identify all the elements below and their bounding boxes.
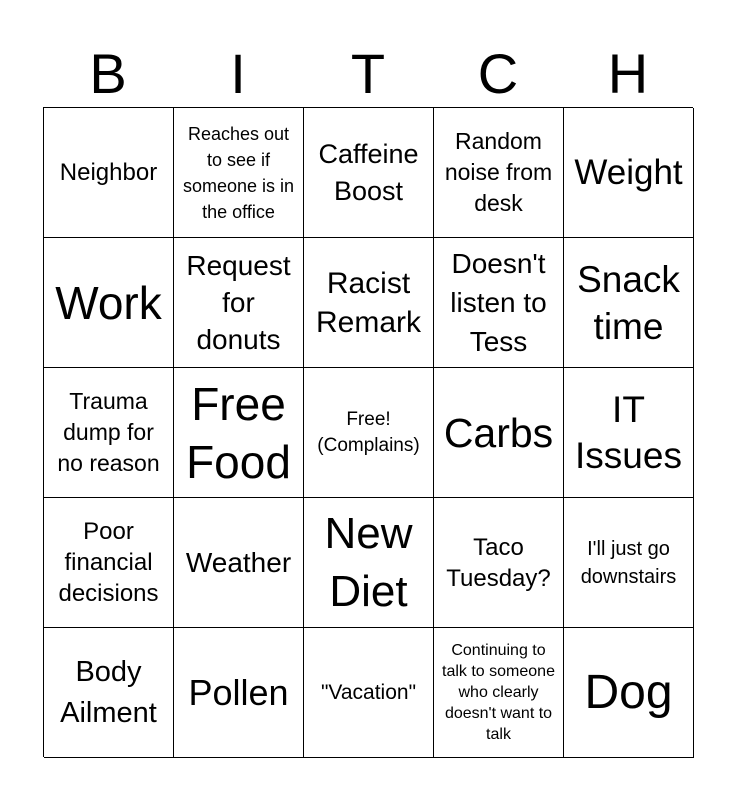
bingo-cell[interactable]	[44, 628, 174, 758]
cell-text: Snack time	[577, 258, 680, 347]
bingo-cell[interactable]	[434, 368, 564, 498]
bingo-cell[interactable]	[174, 498, 304, 628]
bingo-cell[interactable]	[304, 498, 434, 628]
header-letter-c: C	[477, 42, 519, 105]
cell-text: Free Food	[186, 377, 291, 488]
bingo-cell[interactable]	[434, 628, 564, 758]
bingo-cell[interactable]	[564, 238, 694, 368]
cell-text: New Diet	[324, 508, 413, 616]
bingo-cell[interactable]	[564, 628, 694, 758]
cell-text: Weight	[574, 152, 683, 192]
bingo-cell[interactable]	[174, 238, 304, 368]
bingo-cell[interactable]	[174, 108, 304, 238]
cell-text: Pollen	[188, 671, 289, 713]
bingo-cell[interactable]	[44, 108, 174, 238]
cell-text: I'll just go downstairs	[580, 537, 677, 588]
cell-text: Taco Tuesday?	[446, 533, 551, 592]
cell-text: "Vacation"	[320, 680, 417, 704]
bingo-cell[interactable]	[44, 368, 174, 498]
cell-text: Caffeine Boost	[318, 138, 419, 206]
cell-text: Random noise from desk	[444, 128, 553, 216]
cell-text: Reaches out to see if someone is in the office	[182, 123, 295, 222]
bingo-cell[interactable]	[304, 108, 434, 238]
bingo-board	[43, 107, 693, 757]
bingo-cell[interactable]	[434, 498, 564, 628]
header-letter-t: T	[350, 42, 386, 105]
cell-text: Racist Remark	[315, 266, 421, 339]
header-letter-b: B	[89, 42, 127, 105]
cell-text: Work	[55, 276, 162, 329]
bingo-cell[interactable]	[564, 498, 694, 628]
cell-text: Carbs	[443, 409, 554, 456]
bingo-cell[interactable]	[44, 238, 174, 368]
bingo-cell[interactable]	[564, 108, 694, 238]
bingo-cell[interactable]	[304, 368, 434, 498]
bingo-cell[interactable]	[44, 498, 174, 628]
bingo-cell[interactable]	[434, 238, 564, 368]
bingo-header	[43, 40, 693, 108]
cell-text: Doesn't listen to Tess	[450, 248, 547, 357]
cell-text: Trauma dump for no reason	[57, 388, 160, 476]
cell-text: Poor financial decisions	[58, 518, 159, 607]
cell-text: Dog	[584, 665, 673, 719]
bingo-cell[interactable]	[434, 108, 564, 238]
header-letter-i: I	[230, 42, 246, 105]
bingo-cell[interactable]	[304, 238, 434, 368]
cell-text: Free! (Complains)	[317, 408, 420, 456]
bingo-cell[interactable]	[174, 628, 304, 758]
cell-text: IT Issues	[575, 388, 682, 476]
cell-text: Weather	[185, 547, 292, 578]
bingo-cell[interactable]	[564, 368, 694, 498]
cell-text: Request for donuts	[186, 250, 291, 355]
cell-text: Body Ailment	[60, 655, 157, 729]
bingo-cell[interactable]	[174, 368, 304, 498]
header-letter-h: H	[607, 42, 649, 105]
bingo-cell[interactable]	[304, 628, 434, 758]
cell-text: Neighbor	[59, 159, 158, 186]
cell-text: Continuing to talk to someone who clearly doesn't want to talk	[442, 642, 555, 743]
